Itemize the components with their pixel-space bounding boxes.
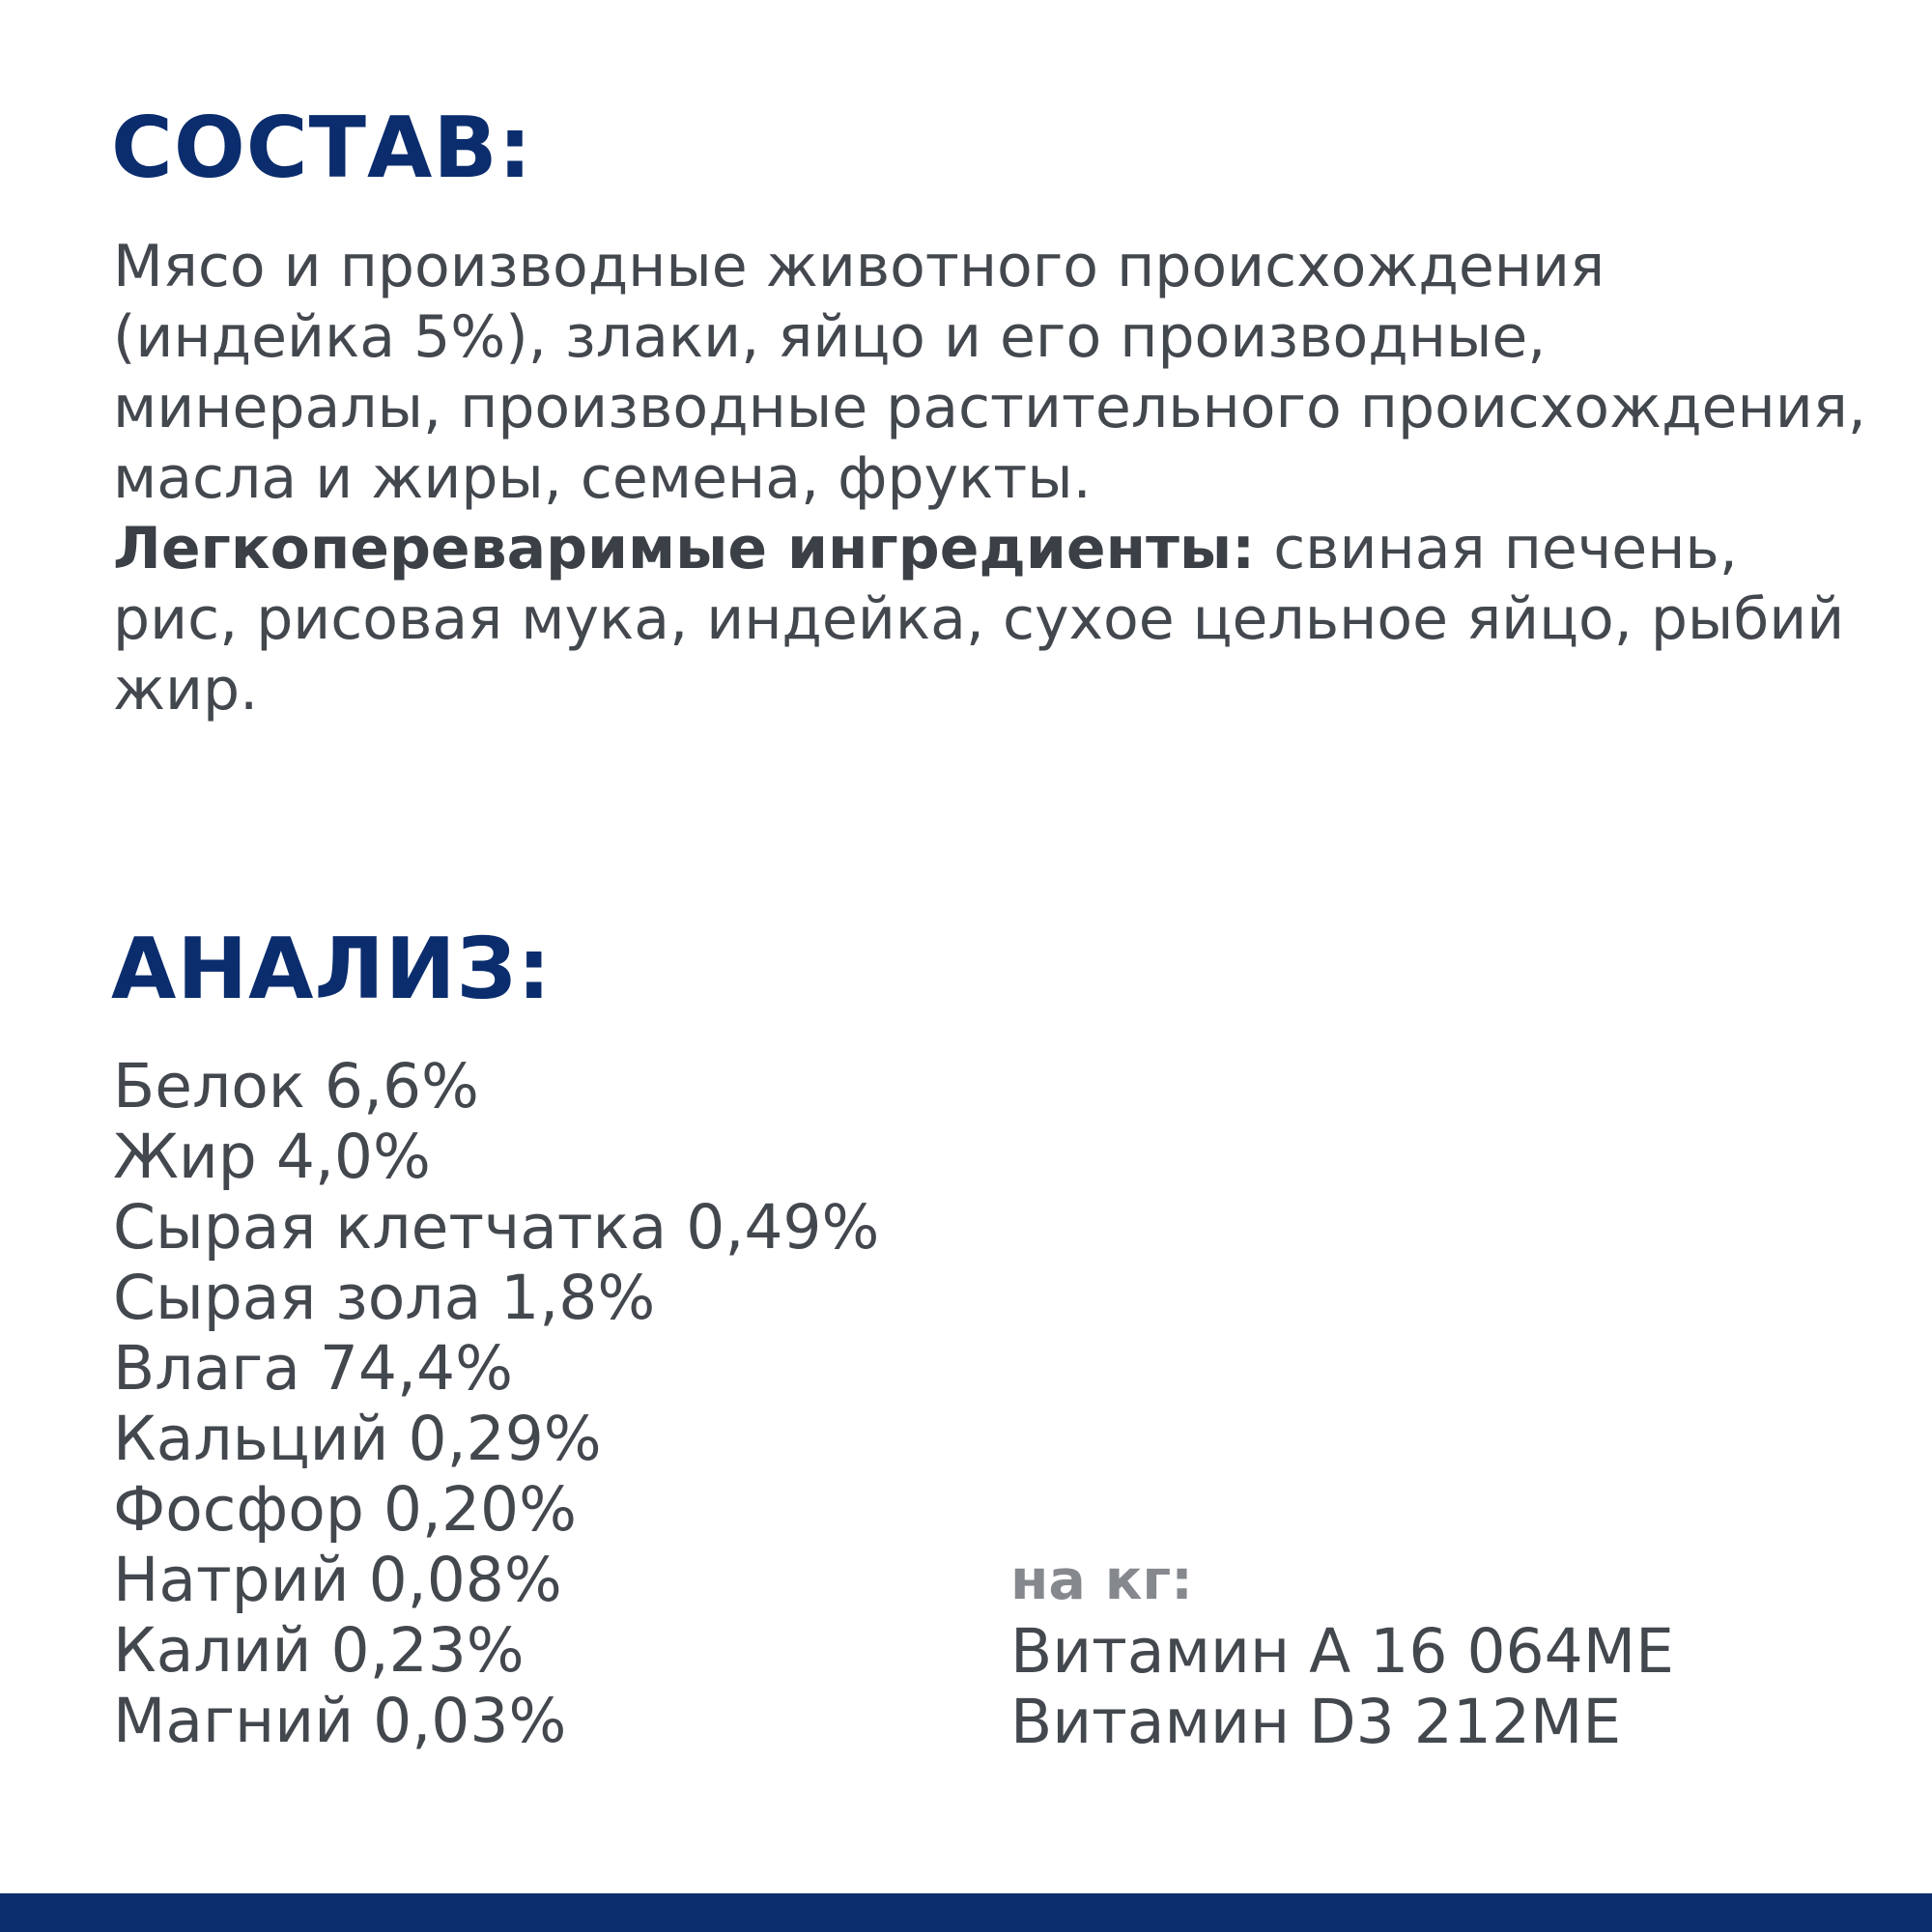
analysis-item-magnesium: Магний 0,03% bbox=[113, 1686, 567, 1756]
easily-digestible-ingredients: свиная печень, рис, рисовая мука, индейка, сухое цельное яйцо, рыбий жир. bbox=[113, 515, 1845, 724]
analysis-item-phosphorus: Фосфор 0,20% bbox=[113, 1474, 577, 1545]
analysis-item-potassium: Калий 0,23% bbox=[113, 1615, 525, 1686]
analysis-item-moisture: Влага 74,4% bbox=[113, 1333, 513, 1404]
vitamin-a-item: Витамин А 16 064МЕ bbox=[1010, 1616, 1674, 1687]
analysis-item-calcium: Кальций 0,29% bbox=[113, 1404, 602, 1474]
analysis-item-protein: Белок 6,6% bbox=[113, 1051, 479, 1122]
composition-text bbox=[113, 232, 1881, 725]
analysis-heading: АНАЛИЗ: bbox=[111, 920, 553, 1018]
per-kg-label: на кг: bbox=[1010, 1548, 1193, 1612]
per-kg-block bbox=[1010, 1546, 1674, 1757]
analysis-item-fat: Жир 4,0% bbox=[113, 1122, 431, 1192]
analysis-item-crude-ash: Сырая зола 1,8% bbox=[113, 1263, 656, 1333]
vitamin-d3-item: Витамин D3 212МЕ bbox=[1010, 1687, 1622, 1757]
analysis-list bbox=[113, 1051, 879, 1756]
composition-ingredients: Мясо и производные животного происхождения (индейка 5%), злаки, яйцо и его производные, минералы, производные растительного происхождения, масла и жиры, семена, фрукты. bbox=[113, 233, 1866, 512]
analysis-item-crude-fiber: Сырая клетчатка 0,49% bbox=[113, 1192, 880, 1263]
per-kg-list bbox=[1010, 1616, 1674, 1757]
easily-digestible-label: Легкопереваримые ингредиенты: bbox=[113, 515, 1256, 582]
composition-heading: СОСТАВ: bbox=[111, 99, 533, 197]
analysis-item-sodium: Натрий 0,08% bbox=[113, 1545, 562, 1615]
bottom-brand-bar bbox=[0, 1893, 1932, 1932]
